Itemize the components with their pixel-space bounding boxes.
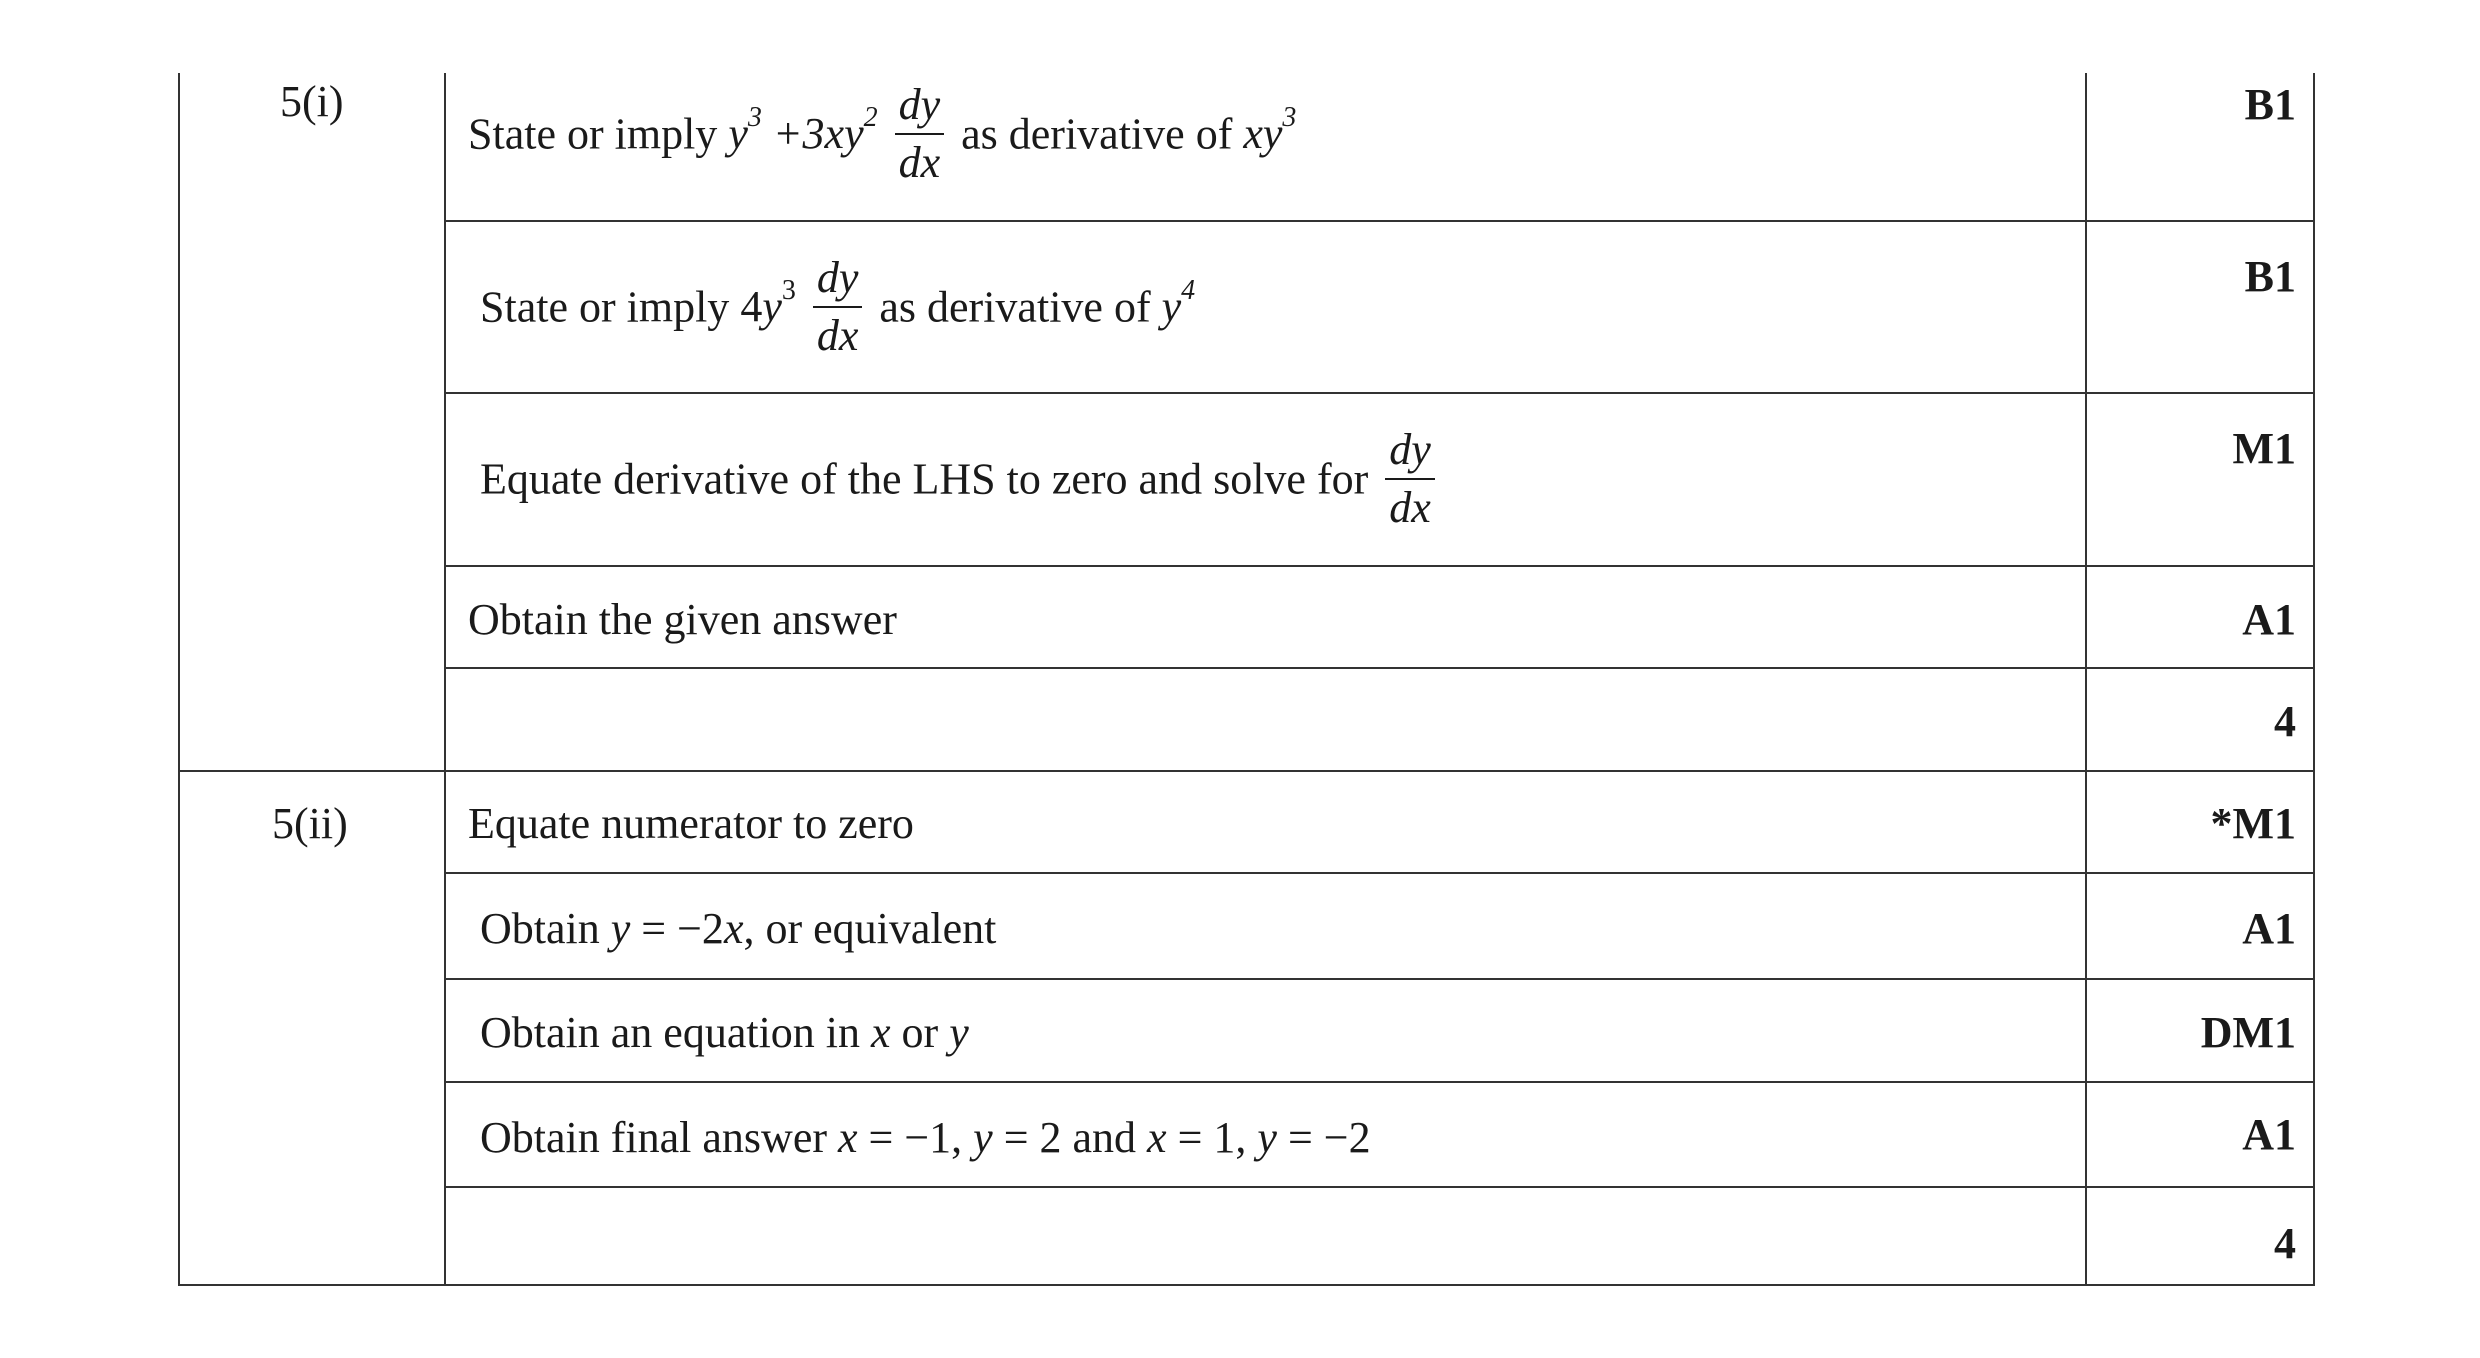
mark-code: DM1 bbox=[2200, 1008, 2296, 1057]
mark-total: 4 bbox=[2274, 697, 2296, 746]
mark-scheme-row bbox=[480, 253, 1196, 365]
row-text: Obtain y = −2x, or equivalent bbox=[480, 904, 997, 953]
mark-code: B1 bbox=[2244, 80, 2296, 129]
derivative-fraction bbox=[895, 81, 945, 188]
row-text: Obtain the given answer bbox=[468, 595, 897, 644]
row-text: as derivative of bbox=[879, 282, 1162, 332]
row-divider bbox=[444, 978, 2315, 980]
row-text: State or imply bbox=[468, 109, 729, 159]
mark-code: *M1 bbox=[2210, 799, 2296, 848]
mark-code: A1 bbox=[2242, 595, 2296, 644]
mark-code: B1 bbox=[2244, 252, 2296, 301]
row-text: as derivative of bbox=[961, 109, 1244, 159]
math-expression: $y^3 +3xy^2$ bbox=[728, 102, 878, 159]
fraction-numerator: dy bbox=[813, 254, 863, 308]
row-divider bbox=[444, 1081, 2315, 1083]
row-text: Equate derivative of the LHS to zero and solve for bbox=[480, 454, 1369, 504]
fraction-numerator: dy bbox=[895, 81, 945, 135]
mark-scheme-table bbox=[178, 73, 2315, 1286]
fraction-numerator: dy bbox=[1385, 426, 1435, 480]
row-text: Obtain final answer x = −1, y = 2 and x = 1, y = −2 bbox=[480, 1113, 1371, 1162]
row-text: State or imply bbox=[480, 282, 741, 332]
fraction-denominator: dx bbox=[1389, 483, 1431, 533]
row-divider bbox=[444, 1186, 2315, 1188]
column-divider bbox=[444, 73, 446, 1286]
fraction-denominator: dx bbox=[898, 138, 941, 188]
row-divider bbox=[444, 667, 2315, 669]
row-text: Obtain an equation in x or y bbox=[480, 1008, 969, 1057]
mark-code: A1 bbox=[2242, 904, 2296, 953]
part-divider bbox=[178, 770, 2315, 772]
question-label: 5(i) bbox=[280, 77, 344, 126]
mark-total: 4 bbox=[2274, 1219, 2296, 1268]
fraction-denominator: dx bbox=[816, 311, 859, 361]
column-divider bbox=[2085, 73, 2087, 1286]
question-label: 5(ii) bbox=[272, 799, 348, 848]
mark-code: M1 bbox=[2232, 424, 2296, 473]
mark-code: A1 bbox=[2242, 1110, 2296, 1159]
math-expression: $4y^3$ bbox=[740, 275, 796, 332]
mark-scheme-row bbox=[480, 425, 1441, 537]
derivative-fraction bbox=[813, 254, 863, 361]
math-expression: $xy^3$ bbox=[1243, 102, 1297, 159]
row-divider bbox=[444, 392, 2315, 394]
math-expression: $y^4$ bbox=[1161, 275, 1196, 332]
row-text: Equate numerator to zero bbox=[468, 799, 914, 848]
derivative-fraction bbox=[1385, 426, 1435, 533]
row-divider bbox=[444, 872, 2315, 874]
row-divider bbox=[444, 220, 2315, 222]
row-divider bbox=[444, 565, 2315, 567]
mark-scheme-row bbox=[468, 80, 1297, 192]
